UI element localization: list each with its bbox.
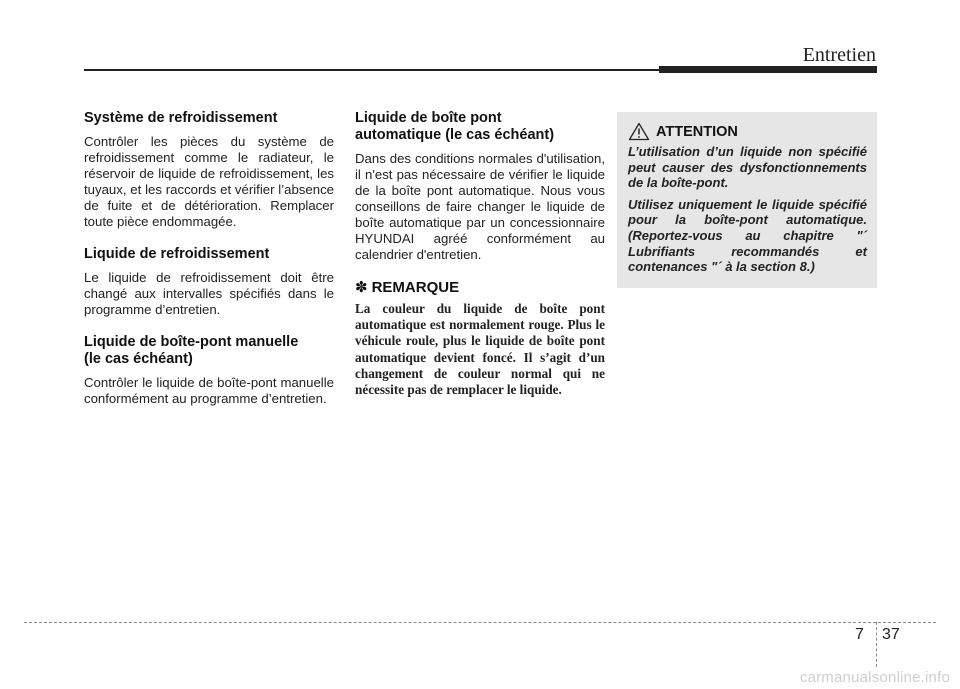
left-column (84, 110, 334, 423)
heading-line: automatique (le cas échéant) (355, 127, 555, 143)
section-body-coolant: Le liquide de refroidissement doit être changé aux intervalles spécifiés dans le programme d’entretien. (84, 270, 334, 317)
caution-header (628, 122, 867, 141)
caution-box (617, 112, 877, 288)
page-number: 37 (882, 626, 900, 643)
remark-title (355, 279, 605, 297)
heading-line: (le cas échéant) (84, 351, 193, 367)
section-heading-cooling-system: Système de refroidissement (84, 110, 278, 126)
chapter-number: 7 (855, 626, 864, 643)
caution-title: ATTENTION (656, 123, 738, 140)
section-heading-coolant: Liquide de refroidissement (84, 246, 270, 262)
header-rule (84, 69, 659, 71)
footer-page-separator (876, 622, 877, 667)
section-body-manual-transaxle-fluid: Contrôler le liquide de boîte-pont manuelle conformément au programme d’entretien. (84, 375, 334, 406)
section-body-automatic-transaxle-fluid: Dans des conditions normales d'utilisation, il n'est pas nécessaire de vérifier le liquide de la boîte pont automatique. Nous vous conseillons de faire changer le liquide de boîte automatique par un concessionnaire HYUNDAI agréé conformément au calendrier d'entretien. (355, 151, 605, 262)
heading-line: Liquide de boîte pont (355, 110, 502, 126)
warning-triangle-icon (628, 122, 650, 141)
remark-body: La couleur du liquide de boîte pont automatique est normalement rouge. Plus le véhicule roule, plus le liquide de boîte pont automatique devient foncé. Il s’agit d’un changement de couleur normal qui ne nécessite pas de remplacer le liquide. (355, 301, 605, 398)
section-heading-manual-transaxle-fluid (84, 334, 334, 368)
remark-title-text: REMARQUE (371, 279, 460, 296)
caution-paragraph: L’utilisation d’un liquide non spécifié peut causer des dysfonctionnements de la boîte-pont. (628, 144, 867, 191)
footer-divider (24, 622, 936, 623)
watermark-text: carmanualsonline.info (799, 669, 950, 686)
section-heading-automatic-transaxle-fluid (355, 110, 605, 144)
star-icon: ✽ (355, 279, 368, 296)
middle-column (355, 110, 605, 398)
heading-line: Liquide de boîte-pont manuelle (84, 334, 299, 350)
header-title: Entretien (802, 44, 876, 66)
caution-paragraph: Utilisez uniquement le liquide spécifié pour la boîte-pont automatique. (Reportez-vous au chapitre "´ Lubrifiants recommandés et contenances "´ à la section 8.) (628, 196, 867, 275)
header-rule-accent (659, 66, 877, 73)
section-body-cooling-system: Contrôler les pièces du système de refroidissement comme le radiateur, le réservoir de liquide de refroidissement, les tuyaux, et les raccords et vérifier l’absence de fuite et de détérioration. Remplacer toute pièce endommagée. (84, 134, 334, 229)
